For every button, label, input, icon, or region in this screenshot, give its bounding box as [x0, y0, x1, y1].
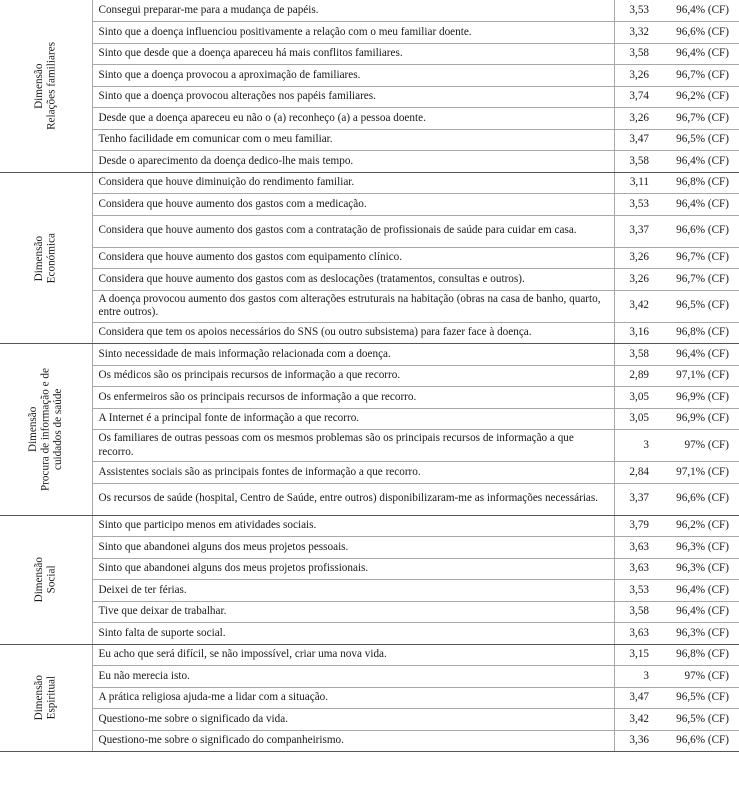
statement-cell: Os familiares de outras pessoas com os mesmos problemas são os principais recursos de informação a que recorro. [92, 430, 614, 462]
table-row [0, 43, 739, 65]
percentage-cell: 96,6% (CF) [652, 215, 739, 247]
mean-cell: 3,05 [614, 408, 652, 430]
percentage-cell: 97% (CF) [652, 666, 739, 688]
table-row [0, 247, 739, 269]
percentage-cell: 97,1% (CF) [652, 365, 739, 387]
mean-cell: 2,84 [614, 462, 652, 484]
dimension-label [27, 368, 65, 491]
mean-cell: 3,47 [614, 129, 652, 151]
table-row [0, 194, 739, 216]
mean-cell: 3,42 [614, 709, 652, 731]
percentage-cell: 96,4% (CF) [652, 344, 739, 366]
percentage-cell: 96,5% (CF) [652, 687, 739, 709]
percentage-cell: 96,4% (CF) [652, 151, 739, 173]
table-row [0, 387, 739, 409]
table-row [0, 322, 739, 344]
percentage-cell: 97% (CF) [652, 430, 739, 462]
statement-cell: Considera que tem os apoios necessários do SNS (ou outro subsistema) para fazer face à doença. [92, 322, 614, 344]
statement-cell: Considera que houve diminuição do rendimento familiar. [92, 172, 614, 194]
dimension-label-line: Relações familiares [45, 41, 58, 130]
table-row [0, 86, 739, 108]
table-row [0, 344, 739, 366]
percentage-cell: 96,9% (CF) [652, 408, 739, 430]
mean-cell: 3,58 [614, 344, 652, 366]
table-row [0, 580, 739, 602]
statement-cell: Os médicos são os principais recursos de informação a que recorro. [92, 365, 614, 387]
dimension-label-line: Económica [45, 232, 58, 283]
table-row [0, 644, 739, 666]
percentage-cell: 97,1% (CF) [652, 462, 739, 484]
statement-cell: Sinto que participo menos em atividades sociais. [92, 515, 614, 537]
percentage-cell: 96,4% (CF) [652, 601, 739, 623]
dimension-label-cell [0, 0, 92, 172]
percentage-cell: 96,8% (CF) [652, 322, 739, 344]
statement-cell: Deixei de ter férias. [92, 580, 614, 602]
percentage-cell: 96,4% (CF) [652, 43, 739, 65]
mean-cell: 3,15 [614, 644, 652, 666]
percentage-cell: 96,8% (CF) [652, 172, 739, 194]
statement-cell: A prática religiosa ajuda-me a lidar com a situação. [92, 687, 614, 709]
mean-cell: 2,89 [614, 365, 652, 387]
table-row [0, 462, 739, 484]
table-row [0, 601, 739, 623]
percentage-cell: 96,4% (CF) [652, 580, 739, 602]
percentage-cell: 96,3% (CF) [652, 558, 739, 580]
dimension-label-line: Dimensão [33, 675, 46, 721]
dimension-label-cell [0, 644, 92, 752]
table-row [0, 483, 739, 515]
table-row [0, 0, 739, 22]
mean-cell: 3,53 [614, 580, 652, 602]
mean-cell: 3,58 [614, 601, 652, 623]
dimension-label-line: Dimensão [27, 406, 39, 452]
dimension-label-line: Procura de informação e de [39, 367, 52, 491]
table-row [0, 290, 739, 322]
percentage-cell: 96,5% (CF) [652, 290, 739, 322]
percentage-cell: 96,3% (CF) [652, 623, 739, 645]
dimension-label [33, 42, 58, 130]
percentage-cell: 96,7% (CF) [652, 269, 739, 291]
table-row [0, 408, 739, 430]
statement-cell: Sinto que a doença influenciou positivamente a relação com o meu familiar doente. [92, 22, 614, 44]
statement-cell: Tenho facilidade em comunicar com o meu familiar. [92, 129, 614, 151]
mean-cell: 3,32 [614, 22, 652, 44]
dimension-label-line: Espiritual [45, 676, 58, 720]
statement-cell: Tive que deixar de trabalhar. [92, 601, 614, 623]
table-row [0, 269, 739, 291]
dimension-label-line: Social [45, 565, 58, 594]
statement-cell: Sinto falta de suporte social. [92, 623, 614, 645]
percentage-cell: 96,4% (CF) [652, 0, 739, 22]
statement-cell: Sinto necessidade de mais informação relacionada com a doença. [92, 344, 614, 366]
dimension-label [33, 557, 58, 602]
percentage-cell: 96,6% (CF) [652, 22, 739, 44]
mean-cell: 3,11 [614, 172, 652, 194]
mean-cell: 3,42 [614, 290, 652, 322]
statement-cell: Considera que houve aumento dos gastos com a contratação de profissionais de saúde para cuidar em casa. [92, 215, 614, 247]
table-row [0, 430, 739, 462]
dimension-label-line: cuidados de saúde [52, 388, 64, 470]
percentage-cell: 96,2% (CF) [652, 515, 739, 537]
mean-cell: 3,74 [614, 86, 652, 108]
mean-cell: 3 [614, 430, 652, 462]
table-row [0, 215, 739, 247]
mean-cell: 3,16 [614, 322, 652, 344]
percentage-cell: 96,9% (CF) [652, 387, 739, 409]
statement-cell: Considera que houve aumento dos gastos com as deslocações (tratamentos, consultas e outros). [92, 269, 614, 291]
percentage-cell: 96,7% (CF) [652, 108, 739, 130]
percentage-cell: 96,5% (CF) [652, 129, 739, 151]
percentage-cell: 96,7% (CF) [652, 247, 739, 269]
dimension-label-cell [0, 515, 92, 644]
percentage-cell: 96,2% (CF) [652, 86, 739, 108]
table-row [0, 687, 739, 709]
statement-cell: Questiono-me sobre o significado do companheirismo. [92, 730, 614, 752]
table-row [0, 623, 739, 645]
statement-cell: Desde o aparecimento da doença dedico-lhe mais tempo. [92, 151, 614, 173]
dimension-label-line: Dimensão [33, 63, 46, 109]
percentage-cell: 96,3% (CF) [652, 537, 739, 559]
table-row [0, 65, 739, 87]
statement-cell: Considera que houve aumento dos gastos com a medicação. [92, 194, 614, 216]
mean-cell: 3,37 [614, 483, 652, 515]
mean-cell: 3,05 [614, 387, 652, 409]
mean-cell: 3,26 [614, 269, 652, 291]
table-row [0, 172, 739, 194]
table-row [0, 365, 739, 387]
mean-cell: 3 [614, 666, 652, 688]
statement-cell: Sinto que abandonei alguns dos meus projetos pessoais. [92, 537, 614, 559]
mean-cell: 3,58 [614, 151, 652, 173]
mean-cell: 3,63 [614, 623, 652, 645]
statement-cell: Assistentes sociais são as principais fontes de informação a que recorro. [92, 462, 614, 484]
dimension-label [33, 233, 58, 283]
mean-cell: 3,63 [614, 558, 652, 580]
statement-cell: Eu acho que será difícil, se não impossível, criar uma nova vida. [92, 644, 614, 666]
dimension-label [33, 675, 58, 720]
table-row [0, 151, 739, 173]
dimension-label-cell [0, 344, 92, 516]
statement-cell: Questiono-me sobre o significado da vida. [92, 709, 614, 731]
table-row [0, 537, 739, 559]
mean-cell: 3,26 [614, 108, 652, 130]
statement-cell: A Internet é a principal fonte de informação a que recorro. [92, 408, 614, 430]
table-row [0, 108, 739, 130]
table-row [0, 709, 739, 731]
table-row [0, 515, 739, 537]
statement-cell: Desde que a doença apareceu eu não o (a) reconheço (a) a pessoa doente. [92, 108, 614, 130]
statement-cell: Sinto que desde que a doença apareceu há mais conflitos familiares. [92, 43, 614, 65]
mean-cell: 3,58 [614, 43, 652, 65]
mean-cell: 3,36 [614, 730, 652, 752]
mean-cell: 3,79 [614, 515, 652, 537]
table-row [0, 129, 739, 151]
percentage-cell: 96,4% (CF) [652, 194, 739, 216]
statement-cell: Os recursos de saúde (hospital, Centro de Saúde, entre outros) disponibilizaram-me as informações necessárias. [92, 483, 614, 515]
mean-cell: 3,63 [614, 537, 652, 559]
dimension-label-line: Dimensão [33, 556, 46, 603]
table-row [0, 666, 739, 688]
table-row [0, 558, 739, 580]
mean-cell: 3,53 [614, 194, 652, 216]
mean-cell: 3,37 [614, 215, 652, 247]
percentage-cell: 96,6% (CF) [652, 483, 739, 515]
statement-cell: Sinto que abandonei alguns dos meus projetos profissionais. [92, 558, 614, 580]
table-row [0, 22, 739, 44]
dimension-label-cell [0, 172, 92, 344]
percentage-cell: 96,6% (CF) [652, 730, 739, 752]
statement-cell: A doença provocou aumento dos gastos com alterações estruturais na habitação (obras na casa de banho, quarto, entre outros). [92, 290, 614, 322]
mean-cell: 3,53 [614, 0, 652, 22]
percentage-cell: 96,8% (CF) [652, 644, 739, 666]
mean-cell: 3,26 [614, 65, 652, 87]
statement-cell: Eu não merecia isto. [92, 666, 614, 688]
statement-cell: Sinto que a doença provocou alterações nos papéis familiares. [92, 86, 614, 108]
mean-cell: 3,47 [614, 687, 652, 709]
mean-cell: 3,26 [614, 247, 652, 269]
statement-cell: Considera que houve aumento dos gastos com equipamento clínico. [92, 247, 614, 269]
percentage-cell: 96,5% (CF) [652, 709, 739, 731]
table-row [0, 730, 739, 752]
percentage-cell: 96,7% (CF) [652, 65, 739, 87]
statement-cell: Os enfermeiros são os principais recursos de informação a que recorro. [92, 387, 614, 409]
dimension-label-line: Dimensão [33, 235, 46, 281]
statement-cell: Consegui preparar-me para a mudança de papéis. [92, 0, 614, 22]
statement-cell: Sinto que a doença provocou a aproximação de familiares. [92, 65, 614, 87]
